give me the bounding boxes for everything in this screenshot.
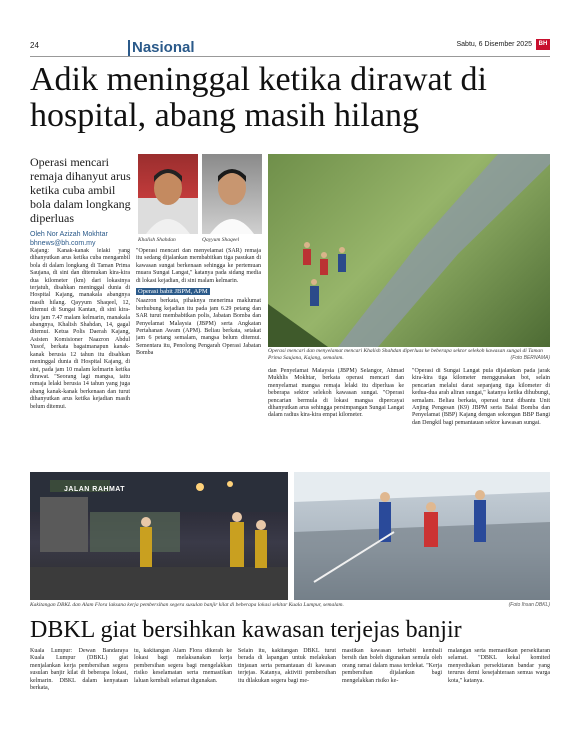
byline-name: Oleh Nor Azizah Mokhtar xyxy=(30,231,108,238)
river-photo-credit: (Foto BERNAMA) xyxy=(510,355,550,361)
deck: Operasi mencari remaja dihanyut arus ketika cuba ambil bola dalam longkang diperluas xyxy=(30,155,131,225)
article1-column-2 xyxy=(136,248,261,466)
article2-column-3: Selain itu, kakitangan DBKL turut berada di lapangan untuk melakukan tinjauan serta pemantauan di kawasan terjejas. Katanya, aktiviti pembersihan itu dilakukan segera bagi me- xyxy=(238,648,336,684)
bh-logo: BH xyxy=(536,39,550,50)
article1-column-3: dan Penyelamat Malaysia (JBPM) Selangor, Ahmad Mukhlis Mokhtar, berkata operasi mencari dan menyelamat mangsa remaja lelaki itu diperluas ke beberapa sektor selekoh kawasan sungai. "Operasi pencarian bermula di lokasi mangsa dipercayai dihanyutkan arus sehingga persimpangan Sungai Langat dalam radius kira-kira empat kilometer. xyxy=(268,368,404,419)
dbkl-photo-caption-text: Kakitangan DBKL dan Alam Flora laksana kerja pembersihan segera susulan banjir kilat di beberapa lokasi sekitar Kuala Lumpur, semalam. xyxy=(30,602,344,608)
article1-column-2b-text: Naazron berkata, pihaknya menerima maklumat berhubung kejadian itu pada jam 6.29 petang dan SAR turut membabitkan polis, Jabatan Bomba dan Penyelamat Malaysia (JBPM) serta Angkatan Pertahanan Awam (APM). Beliau berkata, setakat jam 6 petang semalam, mangsa belum ditemui. Sementara itu, Penolong Pengarah Operasi Jabatan Bomba xyxy=(136,298,261,357)
tunnel-scene xyxy=(294,472,550,600)
article1-column-1: Kajang: Kanak-kanak lelaki yang dihanyutkan arus ketika cuba mengambil bola di dalam longkang di Taman Prima Saujana, di sini dan ditemukan kira-kira dua kilometer (km) dari lokasinya terjatuh, disahkan meninggal dunia di Hospital Kajang, manakala abangnya masih hilang. Qayyum Shaqeel, 12, ditemui di Sungai Kantan, di sini kira-kira jam 7.47 malam kelmarin, manakala abangnya, Khalish Shahdan, 14, gagal ditemui. Ketua Polis Daerah Kajang, Asisten Komisioner Naazron Abdul Yusof, berkata bagaimanapun kanak-kanak berusia 12 tahun itu disahkan meninggal dunia di Hospital Kajang, di sini, pada jam 10 malam kelmarin ketika dirawat. "Seorang lagi mangsa, iaitu remaja lelaki berusia 14 tahun yang juga abang kanak-kanak berkenaan dan turut dihanyutkan arus ketika kejadian masih belum ditemui. xyxy=(30,248,130,410)
dbkl-photo-caption xyxy=(30,602,550,609)
article1-column-2-text: "Operasi mencari dan menyelamat (SAR) remaja itu sedang dijalankan membabitkan tiga pasukan di kawasan sungai berkenaan sehingga ke pertemuan muara Sungai Langat," katanya pada sidang media di lokasi kejadian, di sini malam kelmarin. xyxy=(136,248,261,284)
headline: Adik meninggal ketika dirawat di hospital, abang masih hilang xyxy=(30,61,487,134)
header-rule xyxy=(30,56,550,57)
page-number: 24 xyxy=(30,41,39,50)
portrait-caption-khalish: Khalish Shahdan xyxy=(138,237,176,243)
dateline: Sabtu, 6 Disember 2025 xyxy=(456,41,532,48)
river-scene xyxy=(268,154,550,347)
river-photo-caption xyxy=(268,348,550,362)
portrait-caption-qayyum: Qayyum Shaqeel xyxy=(202,237,240,243)
portrait-qayyum-figure xyxy=(202,154,262,234)
section-title: Nasional xyxy=(132,39,195,56)
portrait-khalish-figure xyxy=(138,154,198,234)
portrait-khalish xyxy=(138,154,198,234)
section-divider xyxy=(128,40,130,56)
article1-column-4: "Operasi di Sungai Langat pula dijalankan pada jarak kira-kira tiga kilometer menggunakan bot, selain pencarian melalui darat sepanjang tiga kilometer di kedua-dua arah aliran sungai," katanya ketika dihubungi, semalam. Beliau berkata, operasi turut dibantu Unit Anjing Pengesan (K9) JBPM serta Balai Bomba dan Penyelamat (BBP) Kajang dengan sokongan BBP Bangi dan Dengkil bagi pemantauan sektor kawasan sungai. xyxy=(412,368,550,426)
street-sign: JALAN RAHMAT xyxy=(64,486,126,493)
article1-subhead: Operasi babit JBPM, APM xyxy=(138,288,208,296)
article2-column-4: mastikan kawasan terbabit kembali bersih dan boleh digunakan semula oleh orang ramai dalam masa terdekat. "Kerja pembersihan dijalankan bagi mengelakkan risiko ke- xyxy=(342,648,442,684)
byline-email: bhnews@bh.com.my xyxy=(30,240,96,247)
headline-2: DBKL giat bersihkan kawasan terjejas banjir xyxy=(30,617,462,643)
dbkl-street-photo xyxy=(30,472,288,600)
byline xyxy=(30,230,136,248)
article2-column-2: tu, kakitangan Alam Flora dikerah ke lokasi bagi melaksanakan kerja pembersihan segera bagi mengelakkan risiko keselamatan serta memastikan laluan kembali selamat digunakan. xyxy=(134,648,232,684)
river-rescue-photo xyxy=(268,154,550,347)
dbkl-photo-credit: (Foto Ihsan DBKL) xyxy=(508,602,550,608)
portrait-qayyum xyxy=(202,154,262,234)
article2-column-1: Kuala Lumpur: Dewan Bandaraya Kuala Lumpur (DBKL) giat menjalankan kerja pembersihan segera susulan banjir kilat di beberapa lokasi, kelmarin. DBKL dalam kenyataan berkata, xyxy=(30,648,128,692)
article2-column-5: malangan serta memastikan persekitaran selamat. "DBKL kekal komited menyediakan persekitaran bandar yang terurus demi kesejahteraan semua warga kota," katanya. xyxy=(448,648,550,684)
river-photo-caption-text: Operasi mencari dan menyelamat mencari Khalish Shahdan diperluas ke beberapa sektor selekoh kawasan sungai di Taman Prima Saujana, Kajang, semalam. xyxy=(268,348,543,361)
dbkl-tunnel-photo xyxy=(294,472,550,600)
